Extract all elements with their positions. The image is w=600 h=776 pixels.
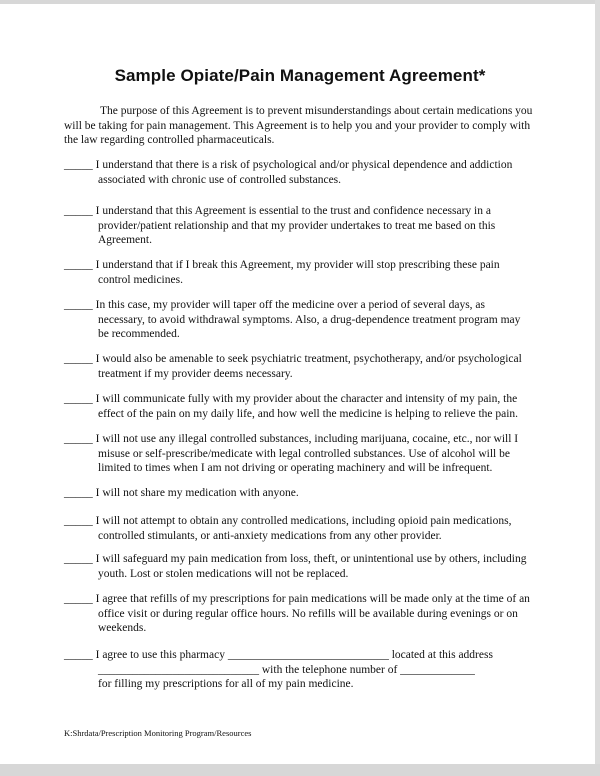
agreement-item-first-line: _____ I agree that refills of my prescriptions for pain medications will be made only at the time of an — [64, 593, 530, 605]
viewer-top-border — [0, 0, 600, 4]
agreement-item — [64, 204, 544, 248]
viewer-right-border — [595, 0, 600, 776]
agreement-item-continuation-line: necessary, to avoid withdrawal symptoms. Also, a drug-dependence treatment program may — [98, 313, 521, 326]
agreement-item-first-line: _____ I understand that if I break this Agreement, my provider will stop prescribing these pain — [64, 259, 500, 271]
agreement-item-first-line: _____ I will not share my medication with anyone. — [64, 487, 299, 499]
agreement-item-first-line: _____ I will safeguard my pain medication from loss, theft, or unintentional use by others, including — [64, 553, 527, 565]
agreement-item-continuation-line: misuse or self-prescribe/medicate with legal controlled substances. Use of alcohol will be — [98, 447, 510, 460]
agreement-item — [64, 392, 544, 421]
footer-path: K:Shrdata/Prescription Monitoring Program/Resources — [64, 728, 252, 738]
agreement-item — [64, 592, 544, 636]
agreement-item-continuation-line: effect of the pain on my daily life, and how well the medicine is helping to relieve the pain. — [98, 407, 519, 420]
agreement-item-first-line: _____ I will communicate fully with my provider about the character and intensity of my pain, the — [64, 393, 518, 405]
agreement-item-first-line: _____ I understand that there is a risk of psychological and/or physical dependence and addiction — [64, 159, 513, 171]
viewer-bottom-border — [0, 764, 600, 776]
agreement-item-continuation-line: control medicines. — [98, 273, 183, 286]
agreement-item-continuation-line: associated with chronic use of controlled substances. — [98, 173, 342, 186]
document-title: Sample Opiate/Pain Management Agreement* — [114, 66, 486, 85]
agreement-item — [64, 486, 544, 501]
agreement-item-continuation-line: ____________________________ with the telephone number of _____________ — [98, 663, 475, 676]
agreement-item-continuation-line: Agreement. — [98, 234, 152, 246]
agreement-item-continuation-line: weekends. — [98, 622, 147, 634]
agreement-item — [64, 514, 544, 543]
agreement-item — [64, 552, 544, 581]
agreement-item — [64, 352, 544, 381]
agreement-item-continuation-line: for filling my prescriptions for all of my pain medicine. — [98, 678, 354, 690]
agreement-item — [64, 298, 544, 342]
agreement-item — [64, 158, 544, 187]
agreement-item-continuation-line: controlled stimulants, or anti-anxiety medications from any other provider. — [98, 529, 442, 542]
agreement-item-first-line: _____ I understand that this Agreement is essential to the trust and confidence necessary in a — [64, 205, 491, 217]
agreement-item-continuation-line: be recommended. — [98, 328, 180, 340]
agreement-item-continuation-line: limited to times when I am not driving or operating machinery and will be infrequent. — [98, 462, 493, 474]
agreement-item-first-line: _____ I will not attempt to obtain any controlled medications, including opioid pain medications, — [64, 515, 512, 527]
agreement-item-continuation-line: office visit or during regular office hours. No refills will be available during evenings or on — [98, 607, 518, 620]
agreement-item-continuation-line: youth. Lost or stolen medications will not be replaced. — [98, 567, 349, 580]
agreement-item-first-line: _____ In this case, my provider will taper off the medicine over a period of several days, as — [64, 299, 486, 311]
agreement-item-first-line: _____ I agree to use this pharmacy ____________________________ located at this address — [64, 649, 493, 661]
agreement-item-continuation-line: provider/patient relationship and that my provider undertakes to treat me based on this — [98, 219, 496, 232]
agreement-item-first-line: _____ I will not use any illegal controlled substances, including marijuana, cocaine, etc., nor will I — [64, 433, 519, 445]
intro-paragraph: The purpose of this Agreement is to prevent misunderstandings about certain medications you will be taking for pain management. This Agreement is to help you and your provider to comply with the law regarding controlled pharmaceuticals. — [64, 105, 533, 146]
agreement-item — [64, 258, 544, 287]
agreement-item-continuation-line: treatment if my provider deems necessary. — [98, 367, 293, 380]
agreement-item-first-line: _____ I would also be amenable to seek psychiatric treatment, psychotherapy, and/or psychological — [64, 353, 522, 365]
agreement-item — [64, 432, 544, 476]
agreement-item — [64, 648, 544, 692]
